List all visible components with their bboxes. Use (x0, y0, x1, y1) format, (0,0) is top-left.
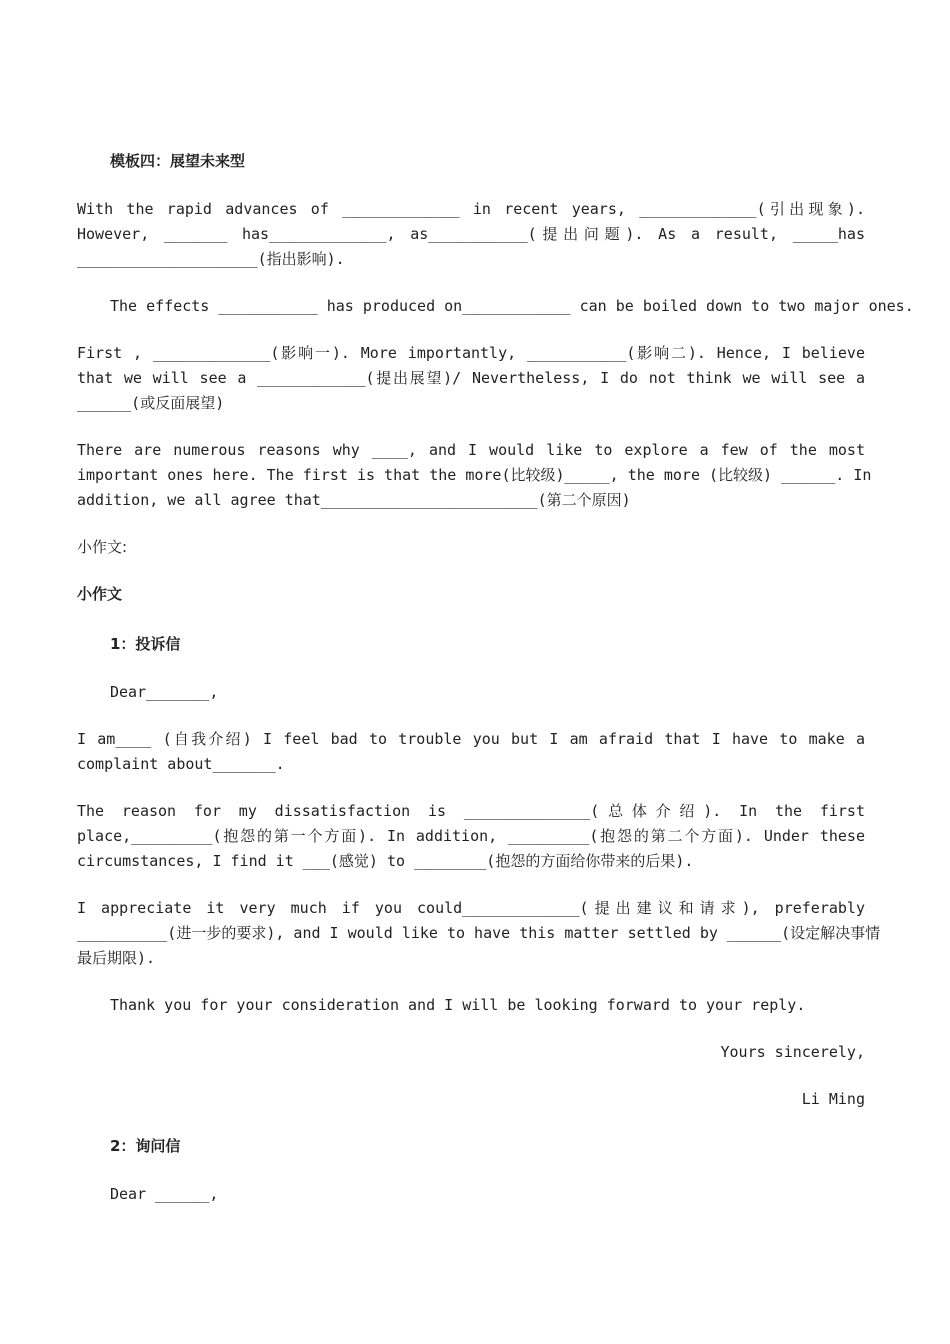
inquiry-salutation: Dear ______, (110, 1185, 219, 1203)
paragraph-line: that we will see a ____________(提出展望)/ Nevertheless, I do not think we will see a (77, 369, 865, 387)
complaint-paragraph-2 (77, 799, 865, 874)
paragraph-line: addition, we all agree that________________________(第二个原因) (77, 491, 631, 509)
paragraph-line: First , _____________(影响一). More importantly, ___________(影响二). Hence, I believe (77, 344, 865, 362)
paragraph-line: There are numerous reasons why ____, and I would like to explore a few of the most (77, 441, 865, 459)
small-essay-label: 小作文: (77, 538, 128, 556)
paragraph-line: __________(进一步的要求), and I would like to have this matter settled by ______(设定解决事情 (77, 924, 881, 942)
inquiry-letter-heading: 2：询问信 (110, 1137, 181, 1155)
template4-paragraph-1 (77, 197, 865, 272)
template4-paragraph-4 (77, 438, 872, 513)
template4-paragraph-3 (77, 341, 865, 416)
complaint-paragraph-3 (77, 896, 881, 971)
complaint-signature: Li Ming (801, 1090, 865, 1108)
paragraph-line: I appreciate it very much if you could_____________(提出建议和请求), preferably (77, 899, 865, 917)
paragraph-line: I am____ (自我介绍) I feel bad to trouble you but I am afraid that I have to make a (77, 730, 865, 748)
complaint-letter-heading: 1：投诉信 (110, 635, 181, 653)
small-essay-heading: 小作文 (77, 585, 123, 603)
paragraph-line: ______(或反面展望) (77, 394, 225, 412)
paragraph-line: ____________________(指出影响). (77, 250, 345, 268)
template4-heading: 模板四：展望未来型 (110, 152, 246, 170)
complaint-paragraph-1 (77, 727, 865, 777)
paragraph-line: With the rapid advances of _____________ in recent years, _____________(引出现象). (77, 200, 865, 218)
complaint-salutation: Dear_______, (110, 683, 219, 701)
paragraph-line: 最后期限). (77, 949, 156, 967)
paragraph-line: circumstances, I find it ___(感觉) to ________(抱怨的方面给你带来的后果). (77, 852, 694, 870)
paragraph-line: However, _______ has_____________, as___________(提出问题). As a result, _____has (77, 225, 865, 243)
complaint-closing: Yours sincerely, (720, 1043, 865, 1061)
paragraph-line: complaint about_______. (77, 755, 285, 773)
paragraph-line: The reason for my dissatisfaction is ______________(总体介绍). In the first (77, 802, 865, 820)
paragraph-line: important ones here. The first is that the more(比较级)_____, the more (比较级) ______. In (77, 466, 872, 484)
template4-paragraph-2: The effects ___________ has produced on____________ can be boiled down to two major ones. (110, 297, 914, 315)
complaint-thanks: Thank you for your consideration and I will be looking forward to your reply. (110, 996, 806, 1014)
paragraph-line: place,_________(抱怨的第一个方面). In addition, _________(抱怨的第二个方面). Under these (77, 827, 865, 845)
